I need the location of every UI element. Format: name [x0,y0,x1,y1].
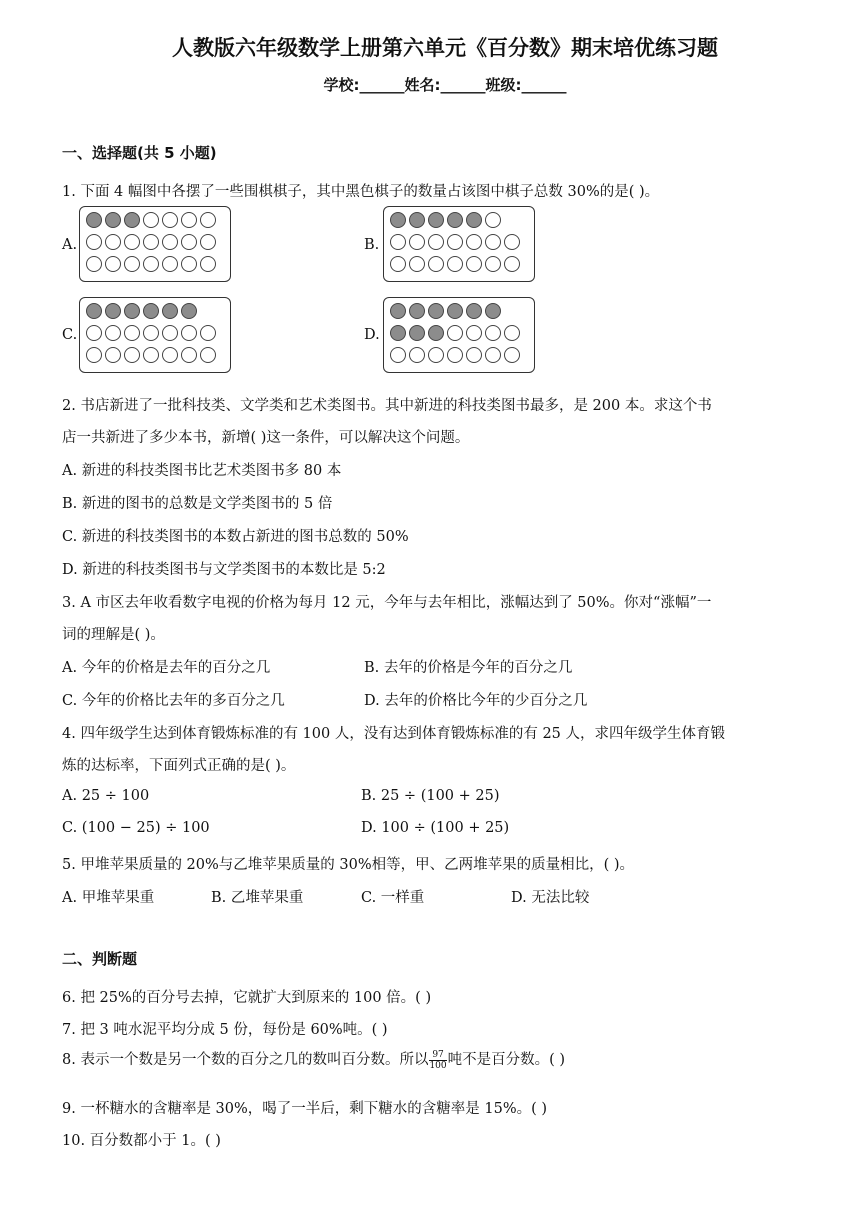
white-stone [181,212,197,228]
white-stone [200,325,216,341]
white-stone [181,256,197,272]
q4-option-b: B. 25 ÷ (100 + 25) [361,788,500,804]
white-stone [447,325,463,341]
question-4-line-2: 炼的达标率，下面列式正确的是( )。 [62,758,296,774]
stone-row [86,347,216,363]
question-2-line-1: 2. 书店新进了一批科技类、文学类和艺术类图书。其中新进的科技类图书最多，是 200 本。求这个书 [62,398,712,414]
white-stone [124,325,140,341]
white-stone [105,256,121,272]
q1-option-c-label: C. [62,327,78,343]
q1-option-b-board [383,206,535,282]
white-stone [200,234,216,250]
question-7: 7. 把 3 吨水泥平均分成 5 份，每份是 60%吨。( ) [62,1022,388,1038]
q1-option-d-board [383,297,535,373]
question-2-line-2: 店一共新进了多少本书，新增( )这一条件，可以解决这个问题。 [62,430,470,446]
white-stone [504,347,520,363]
white-stone [124,234,140,250]
black-stone [466,212,482,228]
question-9: 9. 一杯糖水的含糖率是 30%，喝了一半后，剩下糖水的含糖率是 15%。( ) [62,1101,548,1117]
stone-row [86,256,216,272]
white-stone [162,212,178,228]
white-stone [390,234,406,250]
stone-row [390,347,520,363]
q2-option-b: B. 新进的图书的总数是文学类图书的 5 倍 [62,496,333,512]
white-stone [86,347,102,363]
white-stone [200,256,216,272]
q2-option-a: A. 新进的科技类图书比艺术类图书多 80 本 [62,463,342,479]
white-stone [447,234,463,250]
black-stone [162,303,178,319]
fraction-numerator: 97 [429,1050,446,1061]
black-stone [124,303,140,319]
black-stone [428,325,444,341]
white-stone [409,234,425,250]
white-stone [143,256,159,272]
q5-option-a: A. 甲堆苹果重 [62,890,155,906]
q1-option-a-label: A. [62,237,78,253]
white-stone [86,325,102,341]
white-stone [162,234,178,250]
black-stone [428,303,444,319]
black-stone [447,303,463,319]
white-stone [409,256,425,272]
black-stone [105,303,121,319]
white-stone [504,234,520,250]
white-stone [409,347,425,363]
white-stone [466,256,482,272]
white-stone [124,347,140,363]
white-stone [466,347,482,363]
black-stone [447,212,463,228]
black-stone [86,303,102,319]
white-stone [390,256,406,272]
section-choice-heading: 一、选择题(共 5 小题) [62,144,217,162]
white-stone [105,325,121,341]
q3-option-a: A. 今年的价格是去年的百分之几 [62,660,271,676]
stone-row [86,212,216,228]
q4-option-d: D. 100 ÷ (100 + 25) [361,820,510,836]
q3-option-b: B. 去年的价格是今年的百分之几 [364,660,573,676]
white-stone [466,325,482,341]
white-stone [143,212,159,228]
stone-row [390,212,501,228]
page-title: 人教版六年级数学上册第六单元《百分数》期末培优练习题 [172,36,718,60]
q2-option-c: C. 新进的科技类图书的本数占新进的图书总数的 50% [62,529,409,545]
question-8-text-after: 吨不是百分数。( ) [447,1052,566,1068]
q3-option-d: D. 去年的价格比今年的少百分之几 [364,693,588,709]
white-stone [504,325,520,341]
stone-row [390,325,520,341]
white-stone [466,234,482,250]
black-stone [409,325,425,341]
white-stone [162,325,178,341]
stone-row [390,303,501,319]
section-judge-heading: 二、判断题 [62,950,138,968]
q3-option-c: C. 今年的价格比去年的多百分之几 [62,693,285,709]
black-stone [143,303,159,319]
q2-option-d: D. 新进的科技类图书与文学类图书的本数比是 5:2 [62,562,386,578]
fraction-denominator: 100 [429,1060,447,1071]
white-stone [485,325,501,341]
white-stone [447,347,463,363]
white-stone [485,212,501,228]
white-stone [86,256,102,272]
fraction-97-100 [429,1050,446,1071]
question-5: 5. 甲堆苹果质量的 20%与乙堆苹果质量的 30%相等，甲、乙两堆苹果的质量相比，( )。 [62,857,635,873]
white-stone [447,256,463,272]
white-stone [200,212,216,228]
black-stone [409,303,425,319]
question-4-line-1: 4. 四年级学生达到体育锻炼标准的有 100 人，没有达到体育锻炼标准的有 25 人，求四年级学生体育锻 [62,726,726,742]
stone-row [390,234,520,250]
white-stone [105,347,121,363]
white-stone [86,234,102,250]
black-stone [105,212,121,228]
black-stone [466,303,482,319]
white-stone [181,325,197,341]
question-1: 1. 下面 4 幅图中各摆了一些围棋棋子，其中黑色棋子的数量占该图中棋子总数 30%的是( )。 [62,184,660,200]
white-stone [105,234,121,250]
question-3-line-1: 3. A 市区去年收看数字电视的价格为每月 12 元，今年与去年相比，涨幅达到了 50%。你对“涨幅”一 [62,595,712,611]
q1-option-c-board [79,297,231,373]
q5-option-d: D. 无法比较 [511,890,590,906]
black-stone [390,212,406,228]
q1-option-a-board [79,206,231,282]
white-stone [143,325,159,341]
white-stone [143,234,159,250]
question-10: 10. 百分数都小于 1。( ) [62,1133,221,1149]
white-stone [162,256,178,272]
q4-option-c: C. (100 − 25) ÷ 100 [62,820,210,836]
question-6: 6. 把 25%的百分号去掉，它就扩大到原来的 100 倍。( ) [62,990,432,1006]
white-stone [162,347,178,363]
white-stone [428,256,444,272]
white-stone [181,234,197,250]
q1-option-b-label: B. [364,237,380,253]
white-stone [485,347,501,363]
white-stone [143,347,159,363]
white-stone [428,347,444,363]
white-stone [390,347,406,363]
white-stone [124,256,140,272]
black-stone [181,303,197,319]
q5-option-b: B. 乙堆苹果重 [211,890,304,906]
q1-option-d-label: D. [364,327,380,343]
white-stone [485,256,501,272]
question-8-text-before: 8. 表示一个数是另一个数的百分之几的数叫百分数。所以 [62,1052,429,1068]
black-stone [124,212,140,228]
black-stone [409,212,425,228]
q4-option-a: A. 25 ÷ 100 [62,788,150,804]
question-8 [62,1048,565,1071]
stone-row [86,325,216,341]
black-stone [390,325,406,341]
white-stone [200,347,216,363]
black-stone [485,303,501,319]
black-stone [390,303,406,319]
white-stone [181,347,197,363]
black-stone [428,212,444,228]
q5-option-c: C. 一样重 [361,890,425,906]
white-stone [485,234,501,250]
black-stone [86,212,102,228]
white-stone [504,256,520,272]
stone-row [390,256,520,272]
student-info-line: 学校:______姓名:______班级:______ [323,76,567,94]
stone-row [86,234,216,250]
question-3-line-2: 词的理解是( )。 [62,627,165,643]
stone-row [86,303,197,319]
white-stone [428,234,444,250]
